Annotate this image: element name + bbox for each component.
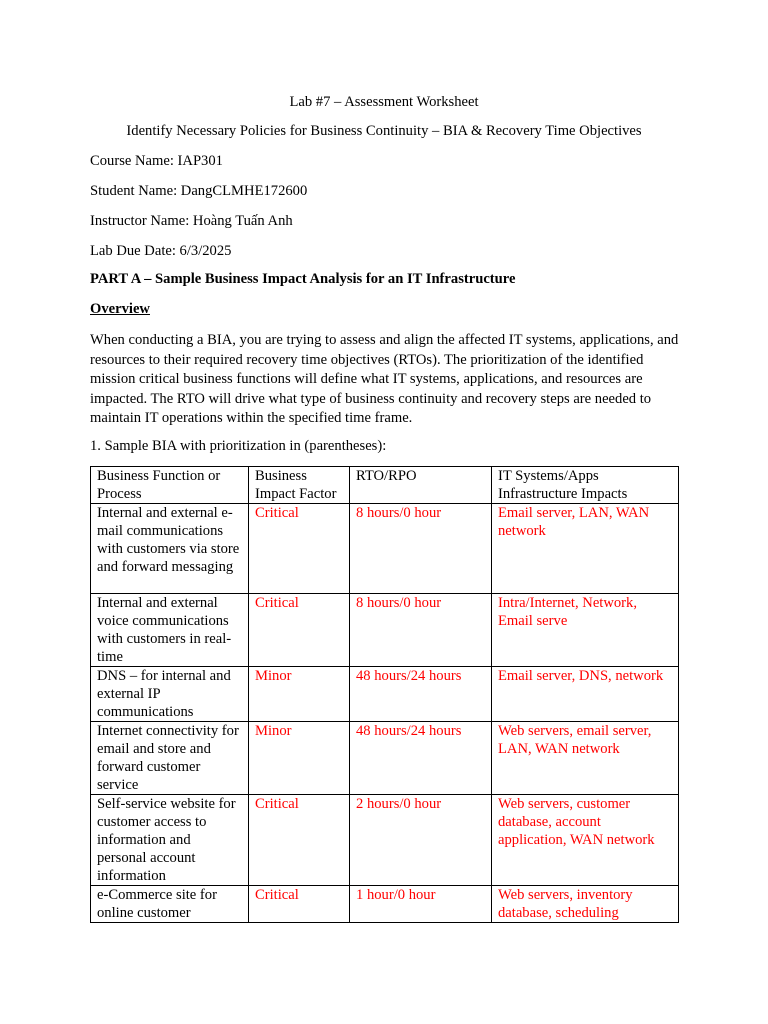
impact-cell: Critical — [249, 504, 350, 594]
part-a-heading: PART A – Sample Business Impact Analysis for an IT Infrastructure — [90, 271, 516, 287]
systems-cell: Web servers, email server, LAN, WAN network — [492, 722, 679, 795]
function-cell: DNS – for internal and external IP communications — [91, 667, 249, 722]
systems-cell: Email server, DNS, network — [492, 667, 679, 722]
table-row — [91, 722, 679, 795]
header-rto-rpo: RTO/RPO — [350, 467, 492, 504]
table-row — [91, 594, 679, 667]
table-header-row — [91, 467, 679, 504]
overview-heading: Overview — [90, 301, 150, 317]
systems-cell: Web servers, inventory database, scheduling — [492, 886, 679, 923]
worksheet-subtitle: Identify Necessary Policies for Business Continuity – BIA & Recovery Time Objectives — [126, 123, 642, 139]
function-cell: Internal and external e-mail communications with customers via store and forward messaging — [91, 504, 249, 594]
question-1: 1. Sample BIA with prioritization in (parentheses): — [90, 438, 387, 454]
header-impact-factor: Business Impact Factor — [249, 467, 350, 504]
rto-cell: 2 hours/0 hour — [350, 795, 492, 886]
impact-cell: Minor — [249, 667, 350, 722]
impact-cell: Minor — [249, 722, 350, 795]
systems-cell: Intra/Internet, Network, Email serve — [492, 594, 679, 667]
bia-table — [90, 466, 679, 923]
table-row — [91, 504, 679, 594]
function-cell: Internal and external voice communications with customers in real-time — [91, 594, 249, 667]
overview-paragraph: When conducting a BIA, you are trying to assess and align the affected IT systems, applications, and resources to their required recovery time objectives (RTOs). The prioritization of the identified mission critical business functions will define what IT systems, applications, and resources are impacted. The RTO will drive what type of business continuity and recovery steps are needed to maintain IT operations within the specified time frame. — [90, 332, 679, 426]
rto-cell: 8 hours/0 hour — [350, 594, 492, 667]
lab-title: Lab #7 – Assessment Worksheet — [289, 94, 479, 110]
function-cell: e-Commerce site for online customer — [91, 886, 249, 923]
table-row — [91, 886, 679, 923]
due-date: Lab Due Date: 6/3/2025 — [90, 243, 232, 259]
rto-cell: 1 hour/0 hour — [350, 886, 492, 923]
rto-cell: 48 hours/24 hours — [350, 722, 492, 795]
table-row — [91, 795, 679, 886]
instructor-name: Instructor Name: Hoàng Tuấn Anh — [90, 213, 293, 229]
header-business-function: Business Function or Process — [91, 467, 249, 504]
function-cell: Internet connectivity for email and store and forward customer service — [91, 722, 249, 795]
course-name: Course Name: IAP301 — [90, 153, 223, 169]
rto-cell: 48 hours/24 hours — [350, 667, 492, 722]
impact-cell: Critical — [249, 795, 350, 886]
function-cell: Self-service website for customer access to information and personal account information — [91, 795, 249, 886]
systems-cell: Email server, LAN, WAN network — [492, 504, 679, 594]
table-row — [91, 667, 679, 722]
systems-cell: Web servers, customer database, account application, WAN network — [492, 795, 679, 886]
student-name: Student Name: DangCLMHE172600 — [90, 183, 308, 199]
rto-cell: 8 hours/0 hour — [350, 504, 492, 594]
impact-cell: Critical — [249, 886, 350, 923]
impact-cell: Critical — [249, 594, 350, 667]
header-it-impacts: IT Systems/Apps Infrastructure Impacts — [492, 467, 679, 504]
